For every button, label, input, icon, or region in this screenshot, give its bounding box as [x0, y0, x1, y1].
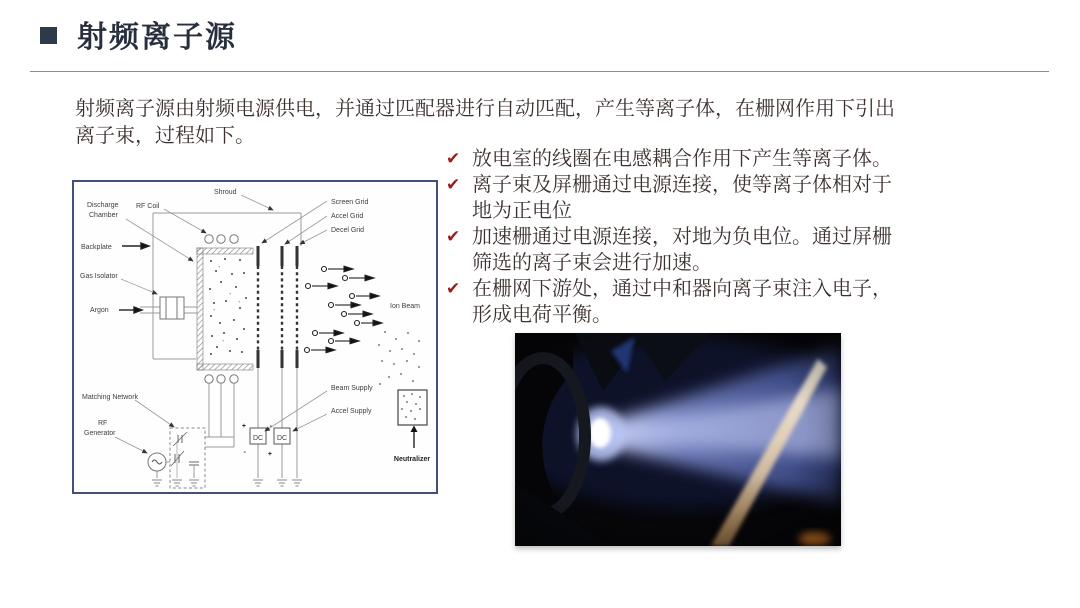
checklist-item [446, 172, 908, 224]
bold-arrows [119, 243, 149, 313]
check-icon: ✔ [446, 227, 461, 247]
rf-generator-symbol [148, 453, 166, 471]
checklist-item-text: 加速栅通过电源连接，对地为负电位。通过屏栅筛选的离子束会进行加速。 [472, 226, 892, 274]
diagram-label-discharge-chamber: Chamber [89, 212, 118, 219]
supply-wiring [157, 368, 297, 478]
title-bullet-square [40, 27, 57, 44]
checklist [446, 146, 908, 328]
ion-beam-arrows [305, 266, 383, 353]
check-icon: ✔ [446, 149, 461, 169]
polarity-sign: + [241, 423, 246, 430]
plasma-particles [209, 258, 247, 355]
diagram-label-decel-grid: Decel Grid [331, 227, 365, 234]
diagram-label-argon: Argon [90, 307, 109, 314]
checklist-item-text: 在栅网下游处，通过中和器向离子束注入电子，形成电荷平衡。 [472, 278, 892, 326]
svg-text:+: + [213, 307, 216, 312]
diagram-label-rf-generator: Generator [84, 430, 116, 437]
check-icon: ✔ [446, 279, 461, 299]
neutralizer-box [398, 390, 427, 448]
diagram-label-backplate: Backplate [81, 244, 112, 251]
gas-feed [140, 297, 197, 319]
dc-supply-boxes [242, 423, 290, 458]
diagram-label-neutralizer: Neutralizer [393, 456, 431, 463]
checklist-item-text: 离子束及屏栅通过电源连接，使等离子体相对于地为正电位 [472, 174, 892, 222]
shroud-outline [153, 213, 301, 359]
svg-text:+: + [238, 299, 241, 304]
checklist-item [446, 276, 908, 328]
ion-source-schematic [72, 180, 438, 494]
diagram-label-gas-isolator: Gas Isolator [80, 273, 118, 280]
diagram-label-discharge-chamber: Discharge [87, 202, 119, 209]
polarity-sign: - [269, 423, 272, 430]
svg-text:+: + [222, 338, 225, 343]
dc-label: DC [276, 435, 288, 442]
ground-symbols [152, 480, 302, 486]
title-divider [30, 71, 1049, 72]
electron-scatter [378, 331, 420, 385]
diagram-label-ion-beam: Ion Beam [390, 303, 420, 310]
grid-optics [258, 246, 297, 368]
polarity-sign: - [243, 449, 246, 456]
diagram-label-beam-supply: Beam Supply [331, 385, 373, 392]
checklist-item [446, 146, 908, 172]
page-title: 射频离子源 [77, 21, 237, 54]
check-icon: ✔ [446, 175, 461, 195]
rf-coil-turns [205, 235, 238, 383]
diagram-label-matching-network: Matching Network [82, 394, 139, 401]
ion-beam-photo [515, 333, 841, 546]
diagram-label-shroud: Shroud [214, 189, 237, 196]
diagram-label-accel-supply: Accel Supply [331, 408, 372, 415]
schematic-svg [74, 182, 436, 492]
svg-text:+: + [229, 291, 232, 296]
diagram-label-rf-generator: RF [98, 420, 108, 427]
diagram-label-rf-coil: RF Coil [136, 203, 160, 210]
diagram-label-accel-grid: Accel Grid [331, 213, 364, 220]
matching-network-box [170, 428, 205, 488]
discharge-chamber-walls [197, 248, 253, 370]
svg-text:+: + [218, 264, 221, 269]
ion-beam-photo-art [515, 333, 841, 546]
intro-paragraph: 射频离子源由射频电源供电，并通过匹配器进行自动匹配，产生等离子体，在栅网作用下引出离子束，过程如下。 [75, 98, 895, 147]
diagram-label-screen-grid: Screen Grid [331, 199, 369, 206]
polarity-sign: + [267, 451, 272, 458]
checklist-item [446, 224, 908, 276]
dc-label: DC [252, 435, 264, 442]
checklist-item-text: 放电室的线圈在电感耦合作用下产生等离子体。 [472, 148, 892, 170]
